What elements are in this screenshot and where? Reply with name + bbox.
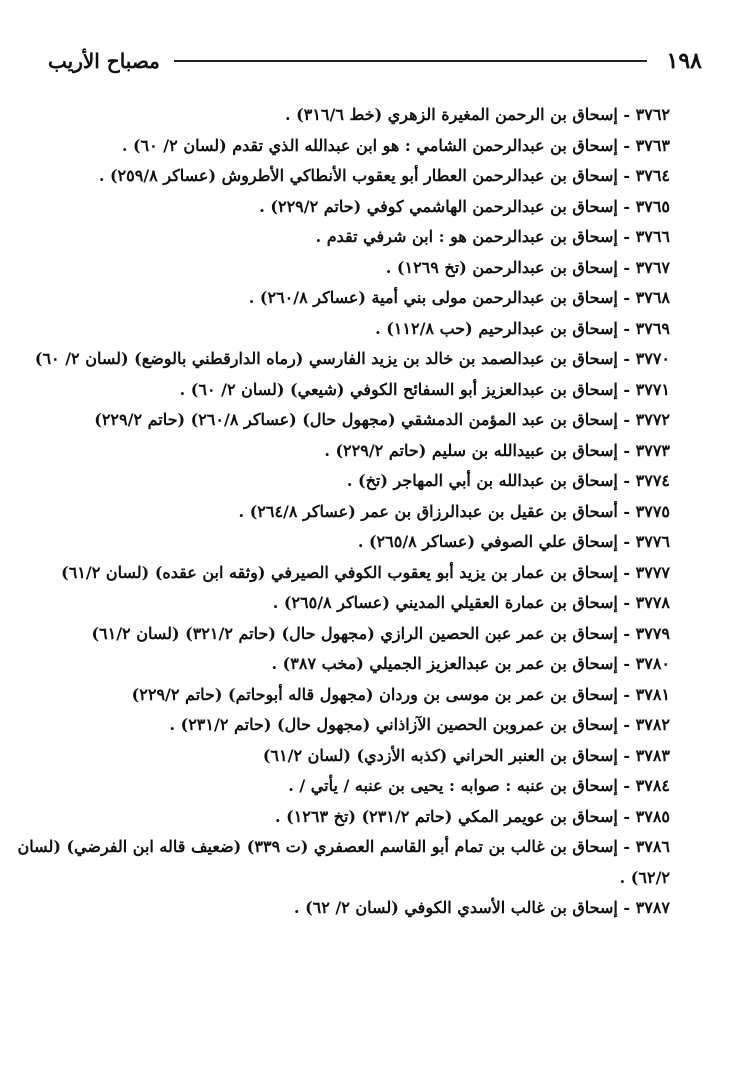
page-number: ١٩٨ [666,48,702,74]
entry-number: ٣٧٦٦ [635,227,670,246]
entry-text: - إسحاق بن عبدالرحمن الهاشمي كوفي (حاتم ٢٢٩/٢) . [259,196,636,216]
list-item [17,832,670,863]
entry-number: ٣٧٧٤ [635,471,670,490]
entry-text: - إسحاق بن عمر بن عبدالعزيز الجميلي (مخب ٣٨٧) . [271,654,636,673]
list-item [48,680,670,711]
entry-text: - إسحاق بن عبدالصمد بن خالد بن يزيد الفارسي (رماه الدارقطني بالوضع) (لسان ٢/ ٦٠) [34,349,636,368]
list-item [48,802,670,833]
list-item [48,222,670,253]
entry-text: - أسحاق بن عقيل بن عبدالرزاق بن عمر (عساكر ٢٦٤/٨) . [238,501,636,521]
entry-number: ٣٧٨٧ [635,898,670,917]
list-item [48,863,670,894]
entry-text: - إسحاق بن عبدالله بن أبي المهاجر (تخ) . [346,471,636,490]
list-item [48,314,670,345]
list-item [48,131,670,162]
list-item [48,771,670,802]
list-item [48,649,670,680]
list-item [48,283,670,314]
entry-text: - إسحاق بن العنبر الحراني (كذبه الأزدي) (لسان ٦١/٢) [262,745,636,765]
running-title: مصباح الأريب [48,49,160,73]
entry-number: ٣٧٧٢ [635,410,670,429]
entry-number: ٣٧٦٨ [635,288,670,307]
entry-number: ٣٧٨٣ [635,745,670,765]
entry-number: ٣٧٧٥ [635,501,670,521]
entry-text: - إسحاق بن عبدالعزيز أبو السفائح الكوفي (شيعي) (لسان ٢/ ٦٠) . [179,379,636,399]
entry-number: ٣٧٧١ [635,379,670,399]
list-item [48,436,670,467]
entry-number: ٣٧٨٤ [635,776,670,795]
entry-number: ٣٧٨٠ [635,654,670,673]
entry-text: - إسحاق علي الصوفي (عساكر ٢٦٥/٨) . [357,532,636,551]
list-item [48,100,670,131]
entry-number: ٣٧٦٢ [635,105,670,124]
list-item [48,253,670,284]
entry-text: - إسحاق بن غالب بن تمام أبو القاسم العصفري (ت ٣٣٩) (ضعيف قاله ابن الفرضي) (لسان [17,837,636,856]
entry-text: - إسحاق بن عمار بن يزيد أبو يعقوب الكوفي الصيرفي (وثقه ابن عقده) (لسان ٦١/٢) [61,562,636,582]
entry-text: - إسحاق بن عمر بن موسى بن وردان (مجهول قاله أبوحاتم) (حاتم ٢٢٩/٢) [131,684,636,704]
list-item [48,893,670,924]
entry-text: - إسحاق بن عبدالرحمن (تخ ١٢٦٩) . [385,257,636,277]
entry-text: - إسحاق بن عبدالرحمن هو : ابن شرفي تقدم . [315,227,636,246]
entry-text: - إسحاق بن عبدالرحمن العطار أبو يعقوب الأنطاكي الأطروش (عساكر ٢٥٩/٨) . [98,166,636,185]
entry-text: ٦٢/٢) . [619,867,670,887]
list-item [48,710,670,741]
entry-number: ٣٧٨٢ [635,715,670,734]
list-item [34,344,670,375]
entry-number: ٣٧٧٨ [635,593,670,612]
list-item [48,588,670,619]
entry-number: ٣٧٧٧ [635,562,670,582]
entry-number: ٣٧٧٠ [635,349,670,368]
entry-number: ٣٧٧٦ [635,532,670,551]
entry-text: - إسحاق بن عبيدالله بن سليم (حاتم ٢٢٩/٢) . [324,440,636,460]
entry-text: - إسحاق بن عمر عبن الحصين الرازي (مجهول حال) (حاتم ٣٢١/٢) (لسان ٦١/٢) [91,623,636,643]
list-item [48,527,670,558]
entry-number: ٣٧٨٥ [635,806,670,826]
list-item [48,741,670,772]
entry-text: - إسحاق بن عبدالرحمن مولى بني أمية (عساكر ٢٦٠/٨) . [248,288,636,307]
entry-text: - إسحاق بن عبدالرحمن الشامي : هو ابن عبدالله الذي تقدم (لسان ٢/ ٦٠) . [121,135,636,155]
entry-number: ٣٧٧٩ [635,623,670,643]
list-item [48,161,670,192]
entry-text: - إسحاق بن عبدالرحيم (حب ١١٢/٨) . [375,318,636,338]
list-item [48,497,670,528]
entry-text: - إسحاق بن عمارة العقيلي المديني (عساكر ٢٦٥/٨) . [272,593,636,612]
entry-text: - إسحاق بن عنبه : صوابه : يحيى بن عنبه / يأتي / . [288,776,636,795]
entry-text: - إسحاق بن عويمر المكي (حاتم ٢٣١/٢) (تخ ١٢٦٣) . [274,806,636,826]
entry-number: ٣٧٦٩ [635,318,670,338]
entry-number: ٣٧٨٦ [635,837,670,856]
list-item [48,192,670,223]
header-rule [174,60,647,62]
entry-number: ٣٧٧٣ [635,440,670,460]
entry-number: ٣٧٦٤ [635,166,670,185]
entry-number: ٣٧٦٣ [635,135,670,155]
list-item [48,375,670,406]
entry-text: - إسحاق بن الرحمن المغيرة الزهري (خط ٣١٦/٦) . [285,105,636,124]
entry-number: ٣٧٨١ [635,684,670,704]
page-header [48,44,702,78]
list-item [48,466,670,497]
entry-number: ٣٧٦٥ [635,196,670,216]
entry-text: - إسحاق بن عبد المؤمن الدمشقي (مجهول حال) (عساكر ٢٦٠/٨) (حاتم ٢٢٩/٢) [94,410,636,429]
list-item [48,619,670,650]
list-item [48,405,670,436]
entry-number: ٣٧٦٧ [635,257,670,277]
entry-text: - إسحاق بن غالب الأسدي الكوفي (لسان ٢/ ٦٢) . [293,898,636,917]
entry-text: - إسحاق بن عمروبن الحصين الآزاذاني (مجهول حال) (حاتم ٢٣١/٢) . [169,715,636,734]
entry-list [17,100,670,924]
list-item [48,558,670,589]
